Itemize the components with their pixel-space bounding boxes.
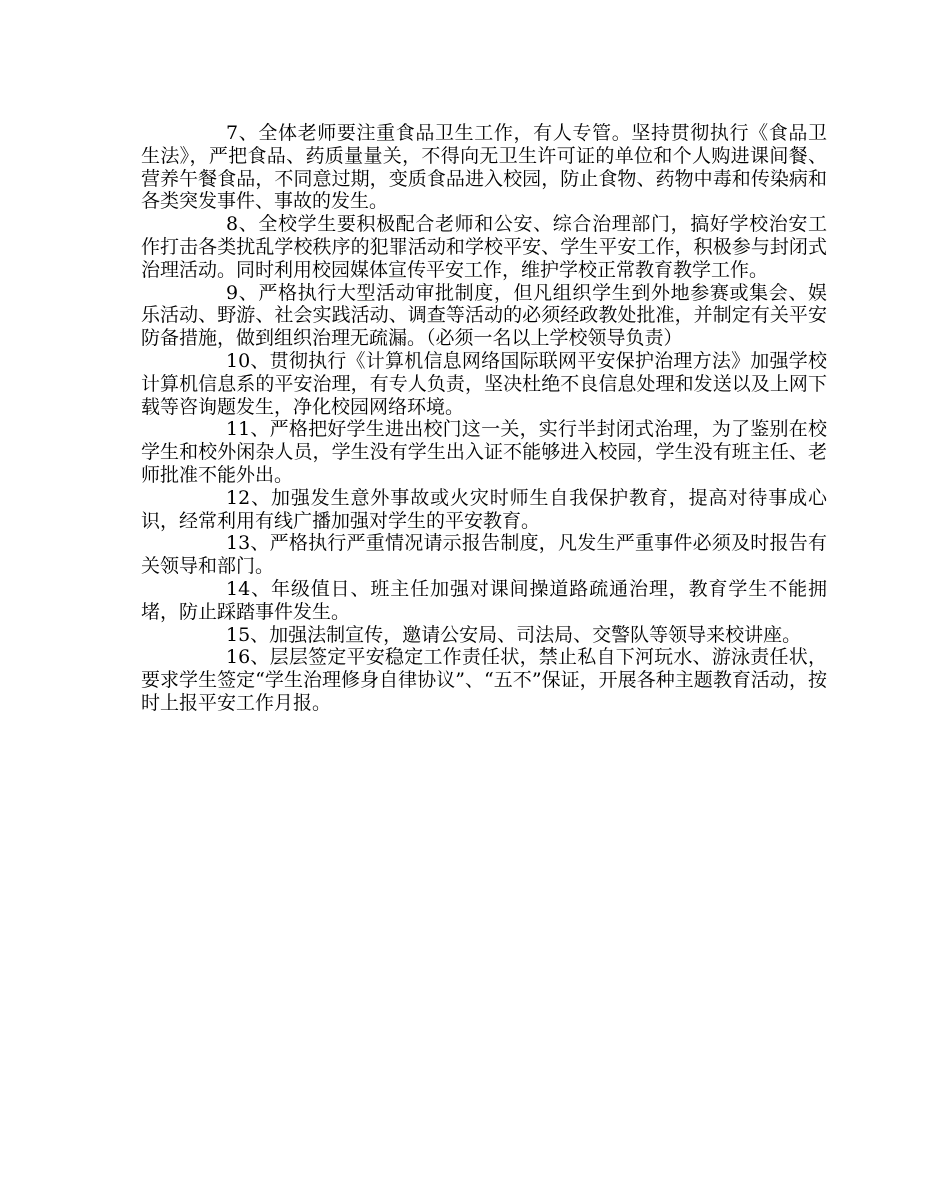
paragraph-item-14: 14、年级值日、班主任加强对课间操道路疏通治理，教育学生不能拥堵，防止踩踏事件发生。 bbox=[141, 577, 827, 623]
paragraph-item-10: 10、贯彻执行《计算机信息网络国际联网平安保护治理方法》加强学校计算机信息系的平安治理，有专人负责，坚决杜绝不良信息处理和发送以及上网下载等咨询题发生，净化校园网络环境。 bbox=[141, 349, 827, 418]
paragraph-item-8: 8、全校学生要积极配合老师和公安、综合治理部门，搞好学校治安工作打击各类扰乱学校秩序的犯罪活动和学校平安、学生平安工作，积极参与封闭式治理活动。同时利用校园媒体宣传平安工作，维护学校正常教育教学工作。 bbox=[141, 213, 827, 281]
paragraph-item-9: 9、严格执行大型活动审批制度，但凡组织学生到外地参赛或集会、娱乐活动、野游、社会实践活动、调查等活动的必须经政教处批准，并制定有关平安防备措施，做到组织治理无疏漏。（必须一名以上学校领导负责） bbox=[141, 281, 827, 350]
paragraph-item-12: 12、加强发生意外事故或火灾时师生自我保护教育，提高对待事成心识，经常利用有线广播加强对学生的平安教育。 bbox=[141, 486, 827, 532]
paragraph-item-7: 7、全体老师要注重食品卫生工作，有人专管。坚持贯彻执行《食品卫生法》，严把食品、药质量量关，不得向无卫生许可证的单位和个人购进课间餐、营养午餐食品，不同意过期，变质食品进入校园，防止食物、药物中毒和传染病和各类突发事件、事故的发生。 bbox=[141, 122, 827, 213]
paragraph-item-13: 13、严格执行严重情况请示报告制度，凡发生严重事件必须及时报告有关领导和部门。 bbox=[141, 532, 827, 578]
paragraph-item-11: 11、严格把好学生进出校门这一关，实行半封闭式治理，为了鉴别在校学生和校外闲杂人员，学生没有学生出入证不能够进入校园，学生没有班主任、老师批准不能外出。 bbox=[141, 418, 827, 486]
paragraph-item-16: 16、层层签定平安稳定工作责任状，禁止私自下河玩水、游泳责任状，要求学生签定“学生治理修身自律协议”、“五不”保证，开展各种主题教育活动，按时上报平安工作月报。 bbox=[141, 646, 827, 714]
paragraph-item-15: 15、加强法制宣传，邀请公安局、司法局、交警队等领导来校讲座。 bbox=[226, 623, 802, 646]
document-body bbox=[141, 122, 827, 715]
